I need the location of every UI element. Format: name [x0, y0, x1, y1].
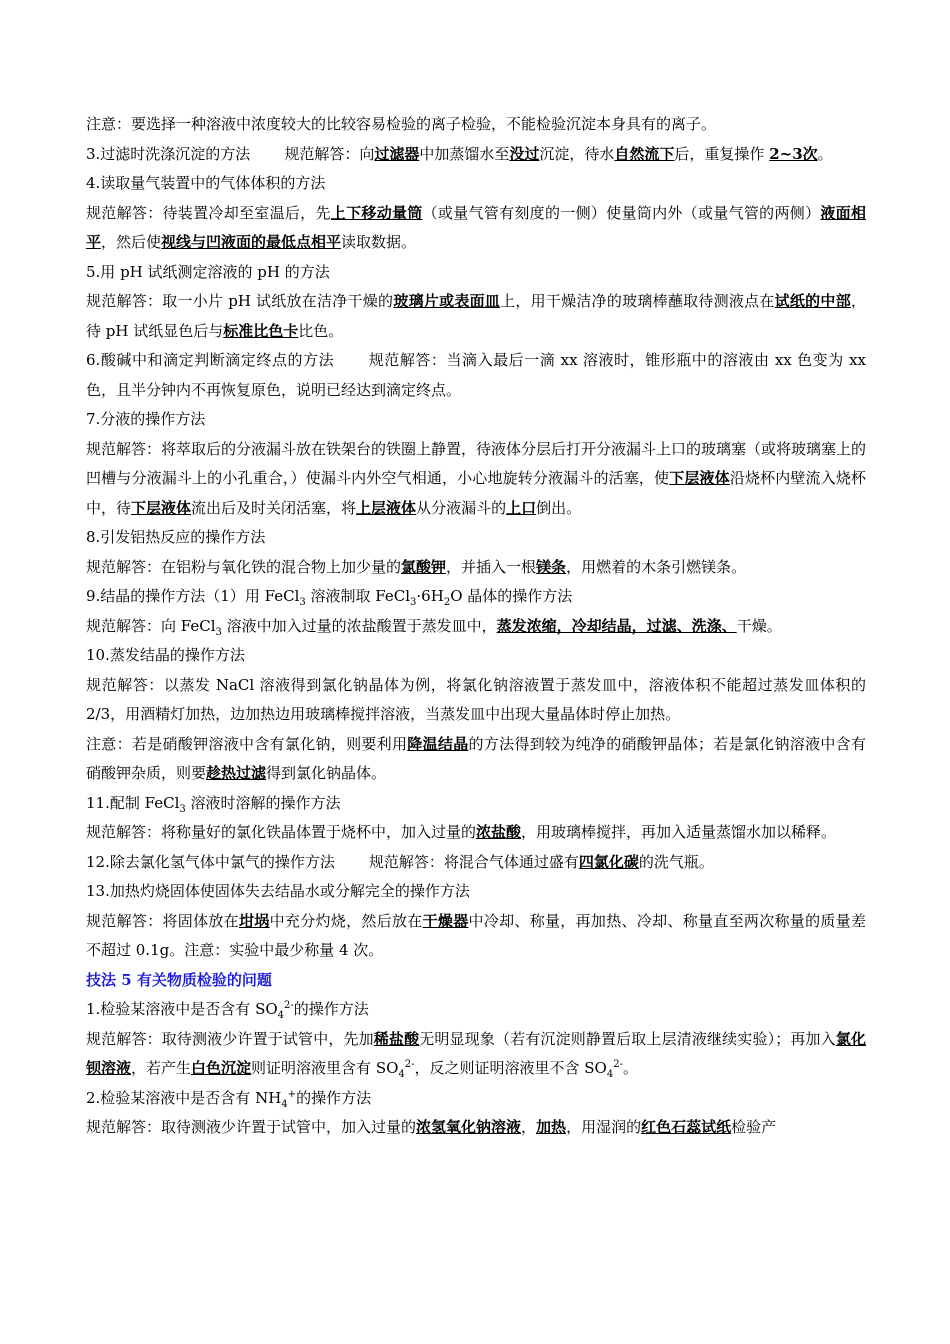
check-2-title: [86, 1084, 866, 1114]
text-run: 注意：要选择一种溶液中浓度较大的比较容易检验的离子检验，不能检验沉淀本身具有的离子。: [86, 115, 717, 133]
item-10-title: [86, 641, 866, 671]
key-term: 氯化钡溶液: [86, 1029, 866, 1077]
text-run: 规范解答：将称量好的氯化铁晶体置于烧杯中，加入过量的: [86, 823, 477, 841]
text-run: 5.用 pH 试纸测定溶液的 pH 的方法: [86, 262, 330, 281]
subscript: 3: [215, 626, 222, 638]
item-4-title: [86, 169, 866, 199]
section-heading-5: [86, 966, 866, 996]
text-run: ，并插入一根: [446, 557, 537, 576]
text-run: 干燥。: [736, 616, 782, 635]
key-term: 降温结晶: [407, 734, 469, 753]
item-13-title: [86, 877, 866, 907]
text-run: 6.酸碱中和滴定判断滴定终点的方法: [86, 351, 335, 369]
item-4-answer: [86, 199, 866, 258]
superscript: 2-: [284, 1000, 294, 1011]
key-term: 过滤器: [374, 144, 420, 163]
check-2-answer: [86, 1113, 866, 1143]
text-run: 规范解答：将萃取后的分液漏斗放在铁架台的铁圈上静置，待液体分层后打开分液漏斗上口的玻璃塞（或将玻璃塞上的凹槽与分液漏斗上的小孔重合，）使漏斗内外空气相通，小心地旋转分液漏斗的活塞，使: [86, 439, 867, 487]
item-12: [86, 848, 866, 878]
item-8-title: [86, 523, 866, 553]
text-run: 无明显现象（若有沉淀则静置后取上层清液继续实验）；再加入: [419, 1029, 836, 1048]
item-8-answer: [86, 553, 866, 583]
key-term: 氯酸钾: [401, 557, 447, 576]
key-term: 趁热过滤: [206, 764, 267, 782]
text-run: 的方法得到较为纯净的硝酸钾晶体；若是氯化钠溶液中含有硝酸钾杂质，则要: [86, 734, 866, 782]
text-run: 规范解答：取待测液少许置于试管中，加入过量的: [86, 1118, 417, 1136]
key-term: 蒸发浓缩，冷却结晶，过滤、洗涤、: [496, 616, 737, 635]
key-term: 下层液体: [669, 469, 730, 487]
text-run: 规范解答：将固体放在: [86, 911, 239, 930]
text-run: ，反之则证明溶液里不含 SO: [414, 1059, 607, 1077]
text-run: 13.加热灼烧固体使固体失去结晶水或分解完全的操作方法: [86, 882, 470, 900]
text-run: ·6H: [416, 587, 444, 605]
text-run: 。: [817, 144, 833, 163]
item-10-note: [86, 730, 866, 789]
key-term: 加热: [536, 1118, 567, 1136]
text-run: 规范解答：以蒸发 NaCl 溶液得到氯化钠晶体为例，将氯化钠溶液置于蒸发皿中，溶液体积不能超过蒸发皿体积的 2/3，用酒精灯加热，边加热边用玻璃棒搅拌溶液，当蒸发皿中出现大量晶体时停止加热。: [86, 675, 866, 723]
key-term: 自然流下: [614, 144, 675, 163]
key-term: 坩埚: [239, 911, 270, 930]
text-run: 的洗气瓶。: [638, 852, 714, 871]
text-run: ，: [521, 1118, 537, 1136]
text-run: 4.读取量气装置中的气体体积的方法: [86, 174, 326, 192]
key-term: 没过: [509, 144, 540, 163]
text-run: 注意：若是硝酸钾溶液中含有氯化钠，则要利用: [86, 734, 408, 753]
key-term: 红色石蕊试纸: [641, 1118, 732, 1136]
text-run: 11.配制 FeCl: [86, 793, 180, 812]
key-term: 白色沉淀: [191, 1059, 252, 1077]
text-run: ，用燃着的木条引燃镁条。: [566, 557, 747, 576]
item-9-answer: [86, 612, 866, 642]
key-term: 上口: [506, 498, 537, 517]
text-run: 规范解答：在铝粉与氧化铁的混合物上加少量的: [86, 557, 402, 576]
text-run: 溶液时溶解的操作方法: [185, 793, 341, 812]
key-term: 浓盐酸: [476, 823, 522, 841]
text-run: ，用玻璃棒搅拌，再加入适量蒸馏水加以稀释。: [521, 823, 837, 841]
text-run: 规范解答：取一小片 pH 试纸放在洁净干燥的: [86, 292, 394, 310]
subscript: 3: [410, 597, 417, 608]
item-7-answer: [86, 435, 866, 524]
check-1-answer: [86, 1025, 866, 1084]
text-run: 则证明溶液里含有 SO: [251, 1059, 399, 1077]
text-run: 规范解答：待装置冷却至室温后，先: [86, 203, 331, 222]
text-run: 溶液制取 FeCl: [305, 587, 411, 605]
text-run: 2.检验某溶液中是否含有 NH: [86, 1088, 282, 1107]
key-term: 2~3次: [769, 144, 818, 163]
key-term: 稀盐酸: [373, 1029, 420, 1048]
text-run: ，然后使: [101, 233, 162, 251]
text-run: ，若产生: [131, 1059, 192, 1077]
subscript: 3: [179, 803, 186, 815]
text-run: 检验产: [731, 1118, 777, 1136]
key-term: 四氯化碳: [578, 852, 639, 871]
text-run: 溶液中加入过量的浓盐酸置于蒸发皿中，: [221, 616, 497, 635]
key-term: 玻璃片或表面皿: [393, 292, 501, 310]
text-run: 沉淀，待水: [539, 144, 615, 163]
text-run: 。: [622, 1059, 638, 1077]
text-run: 规范解答：当滴入最后一滴 xx 溶液时，锥形瓶中的溶液由 xx 色变为 xx 色，且半分钟内不再恢复原色，说明已经达到滴定终点。: [86, 351, 866, 399]
text-run: 中冷却、称量，再加热、冷却、称量直至两次称量的质量差不超过 0.1g。注意：实验中最少称量 4 次。: [86, 911, 866, 959]
check-1-title: [86, 995, 866, 1025]
subscript: 2: [443, 597, 451, 608]
text-run: 读取数据。: [341, 233, 417, 251]
text-run: 比色。: [298, 321, 344, 340]
key-term: 浓氢氧化钠溶液: [416, 1118, 522, 1136]
key-term: 视线与凹液面的最低点相平: [161, 233, 342, 251]
text-run: 10.蒸发结晶的操作方法: [86, 646, 245, 664]
text-run: 规范解答：向 FeCl: [86, 616, 216, 635]
text-run: 1.检验某溶液中是否含有 SO: [86, 1000, 278, 1018]
item-5-title: [86, 258, 866, 288]
item-9-title: [86, 582, 866, 612]
key-term: 干燥器: [422, 911, 469, 930]
text-run: 规范解答：将混合气体通过盛有: [368, 852, 579, 871]
subscript: 4: [277, 1010, 285, 1021]
text-run: 中充分灼烧，然后放在: [269, 911, 423, 930]
key-term: 试纸的中部: [774, 292, 851, 310]
item-5-answer: [86, 287, 866, 346]
text-run: 得到氯化钠晶体。: [266, 764, 387, 782]
text-run: 技法 5 有关物质检验的问题: [86, 970, 272, 989]
text-run: 规范解答：取待测液少许置于试管中，先加: [86, 1029, 374, 1048]
text-run: 上，用干燥洁净的玻璃棒蘸取待测液点在: [500, 292, 775, 310]
text-run: 规范解答：向: [284, 144, 375, 163]
subscript: 4: [606, 1069, 614, 1080]
key-term: 下层液体: [131, 498, 192, 517]
superscript: 2-: [404, 1059, 415, 1070]
subscript: 4: [281, 1098, 288, 1110]
text-run: 后，重复操作: [674, 144, 770, 163]
key-term: 液面相平: [86, 203, 866, 251]
item-11-title: [86, 789, 866, 819]
document-page: [86, 110, 866, 1143]
text-run: 的操作方法: [296, 1088, 372, 1107]
key-term: 标准比色卡: [223, 321, 299, 340]
key-term: 镁条: [536, 557, 567, 576]
item-6: [86, 346, 866, 405]
text-run: 12.除去氯化氢气体中氯气的操作方法: [86, 852, 335, 871]
text-run: 的操作方法: [293, 1000, 369, 1018]
text-run: 3.过滤时洗涤沉淀的方法: [86, 144, 251, 163]
text-run: （或量气管有刻度的一侧）使量筒内外（或量气管的两侧）: [422, 203, 821, 222]
text-run: 流出后及时关闭活塞，将: [191, 498, 357, 517]
text-run: 中加蒸馏水至: [419, 144, 510, 163]
superscript: 2-: [613, 1059, 623, 1070]
item-10-answer: [86, 671, 866, 730]
text-run: ，待 pH 试纸显色后与: [86, 292, 866, 340]
key-term: 上层液体: [356, 498, 417, 517]
text-run: 8.引发铝热反应的操作方法: [86, 528, 266, 546]
text-run: 沿烧杯内壁流入烧杯中，待: [86, 469, 866, 517]
text-run: 9.结晶的操作方法（1）用 FeCl: [86, 587, 300, 605]
key-term: 上下移动量筒: [330, 203, 423, 222]
text-run: 7.分液的操作方法: [86, 410, 206, 428]
item-11-answer: [86, 818, 866, 848]
item-3: [86, 140, 866, 170]
text-run: 从分液漏斗的: [416, 498, 507, 517]
item-7-title: [86, 405, 866, 435]
subscript: 3: [299, 597, 306, 608]
item-13-answer: [86, 907, 866, 966]
superscript: +: [287, 1088, 297, 1100]
text-run: 倒出。: [536, 498, 582, 517]
text-run: ，用湿润的: [566, 1118, 642, 1136]
text-run: O 晶体的操作方法: [450, 587, 573, 605]
subscript: 4: [398, 1069, 405, 1080]
note-1: [86, 110, 866, 140]
